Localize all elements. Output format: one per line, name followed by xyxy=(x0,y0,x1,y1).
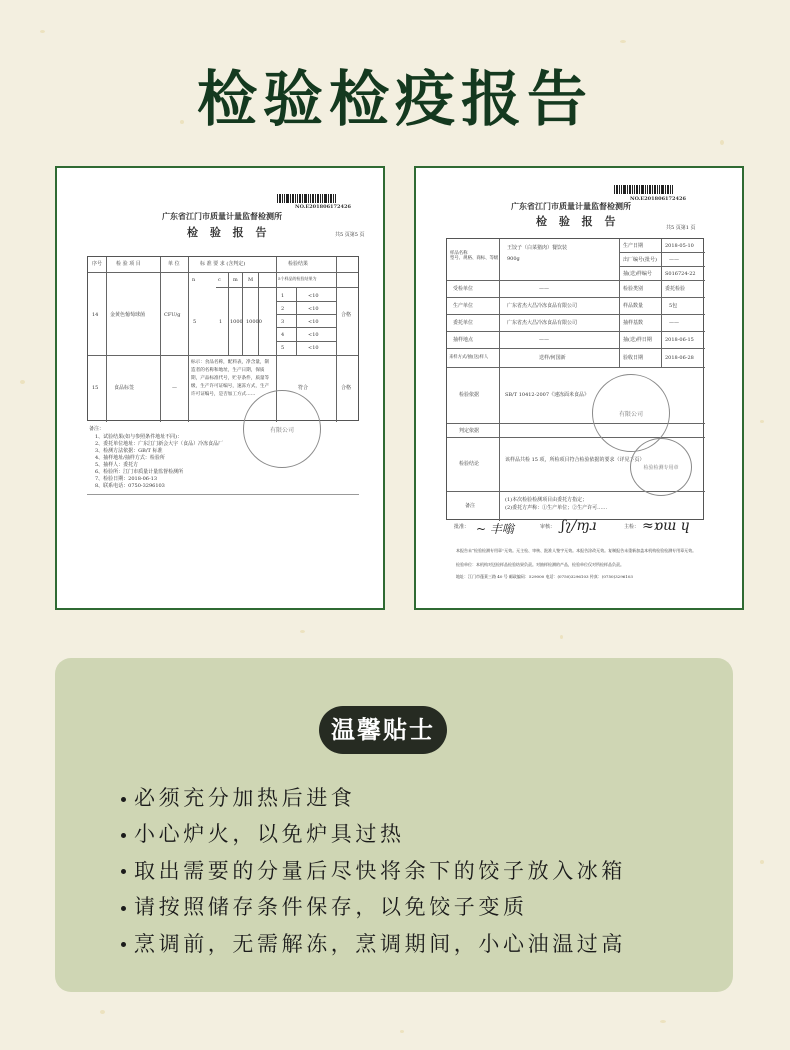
page-number: 共5 页第5 页 xyxy=(335,232,365,238)
tips-badge: 温馨贴士 xyxy=(319,706,447,754)
row-label: 抽(送)样日期 xyxy=(623,337,652,343)
row-value: 2018-06-15 xyxy=(665,337,694,343)
row1-unit: CFU/g xyxy=(164,312,181,318)
row1-item: 金黄色葡萄球菌 xyxy=(110,312,146,318)
value-sample-name: 王饺子（白菜猪肉）餐饮装 900g xyxy=(507,245,568,262)
tip-text: 必须充分加热后进食 xyxy=(134,786,356,810)
bullet-icon xyxy=(121,797,126,802)
value-batch: —— xyxy=(669,257,679,263)
basis-label: 检验依据 xyxy=(459,392,480,398)
value-sample-no: S016724-22 xyxy=(665,271,696,277)
col-unit: 单 位 xyxy=(168,261,180,267)
col-item: 检 验 项 目 xyxy=(116,261,141,267)
row-value: 2018-06-28 xyxy=(665,355,694,361)
approver-signature: ~ 丰嗡 xyxy=(476,522,514,536)
report-title: 检 验 报 告 xyxy=(187,226,271,239)
col-result: 检验结果 xyxy=(288,261,309,267)
bullet-icon xyxy=(121,869,126,874)
row2-standard: 标示：食品名称，配料表，净含量，制造者的名称和地址，生产日期，保质期，产品标准代号，贮存条件，质量等级，生产许可证编号，速冻方式，生产许可证编号，是否加工方式…… xyxy=(191,360,270,397)
reviewer-label: 审核： xyxy=(540,524,556,530)
col-standard: 标 准 要 求 (含判定) xyxy=(200,261,246,267)
bullet-icon xyxy=(121,942,126,947)
seal-text: 有限公司 xyxy=(269,426,294,434)
row-value: —— xyxy=(669,320,679,326)
row-value: 送样/何国新 xyxy=(539,355,566,361)
conclusion-label: 检验结论 xyxy=(459,461,480,467)
label-sample-no: 抽(送)样编号 xyxy=(623,271,652,277)
conclusion-value: 该样品共检 15 项，所检项目符合检验依据的要求（详见下页） xyxy=(505,457,645,463)
tip-text: 小心炉火，以免炉具过热 xyxy=(134,822,405,847)
reviewer-signature: ʃʅ/ɱɹ xyxy=(561,518,597,534)
bullet-icon xyxy=(121,906,126,911)
row-value: 广东省杰大昌冷冻食品有限公司 xyxy=(507,320,578,326)
row-label: 抽样地点 xyxy=(453,337,474,343)
sub-m: m xyxy=(233,277,238,283)
tip-item xyxy=(121,780,626,816)
row2-result: 符合 xyxy=(298,385,309,391)
inspector-label: 主检： xyxy=(624,524,640,530)
sub-n: n xyxy=(192,277,196,283)
remark: (1)本次检验检测项目由委托方指定； xyxy=(505,497,588,503)
footer-note: 本报告未“检验检测专用章”无效。无主检、审核、批准人签字无效。本报告涂改无效。复制报告未重新加盖本机构检验检测专用章无效。 xyxy=(456,548,697,553)
page-title: 检验检疫报告 xyxy=(197,65,593,135)
tip-text: 取出需要的分量后尽快将余下的饺子放入冰箱 xyxy=(134,858,626,883)
label-production-date: 生产日期 xyxy=(623,243,644,249)
inspection-report-page-1 xyxy=(414,166,744,610)
sub-c: c xyxy=(218,277,221,283)
row1-n: 5 xyxy=(193,319,197,325)
results-table: 序号 检 验 项 目 单 位 标 准 要 求 (含判定) 检验结果 n c m M 5个样品的检验结果为 14 金黄色葡萄球菌 CFU/g 5 1 1000 10000 1 2 3 4 5 <10 <10 <10 <10 <10 合格 15 食品标签 — 标示：食品名称，配料表，净含量，制造者的名称和地址，生产日期，保质期，产品标准代号，贮存条件，质量等级，生产许可证编号，速冻方式，生产许可证编号，是否加工方式…… 符合 合格 xyxy=(87,256,359,421)
row2-item: 食品标签 xyxy=(114,385,135,391)
judgement-label: 判定依据 xyxy=(459,428,480,434)
approver-label: 批准： xyxy=(454,524,470,530)
row-label: 生产单位 xyxy=(453,303,474,309)
inspection-report-page-5 xyxy=(55,166,385,610)
report-number: NO.E201806172426 xyxy=(295,204,351,210)
result-5: <10 xyxy=(308,345,319,351)
row-value: 委托检验 xyxy=(665,286,686,292)
col-no: 序号 xyxy=(92,261,103,267)
row-label: 检验类别 xyxy=(623,286,644,292)
sub-M: M xyxy=(248,277,254,283)
institution-name: 广东省江门市质量计量监督检测所 xyxy=(511,201,631,211)
row1-c: 1 xyxy=(219,319,223,325)
row-value: 广东省杰大昌冷冻食品有限公司 xyxy=(507,303,578,309)
inspection-seal xyxy=(630,438,692,496)
row2-unit: — xyxy=(172,385,177,391)
notes-title: 备注： xyxy=(89,426,105,432)
row-value: 5包 xyxy=(669,303,678,309)
basis-value: SB/T 10412-2007《速冻面米食品》 xyxy=(505,392,590,398)
note: 3、检测方法依据：GB/T 标准 xyxy=(95,448,163,454)
page-number: 共5 页第1 页 xyxy=(666,225,696,231)
tip-item xyxy=(121,853,626,889)
note: 7、检验日期：2018-06-13 xyxy=(95,476,158,482)
row2-no: 15 xyxy=(92,385,99,391)
row-label: 样品数量 xyxy=(623,303,644,309)
seal-text: 检验检测专用章 xyxy=(643,464,679,471)
result-2: <10 xyxy=(308,306,319,312)
seal-text: 有限公司 xyxy=(618,410,643,418)
row-label: 受检单位 xyxy=(453,286,474,292)
footer-address: 地址：江门市蓬莱三路 40 号 邮政编码：529000 电话：(0750)3296103 传真：(0750)3296103 xyxy=(456,574,633,579)
barcode xyxy=(614,185,674,194)
result-3: <10 xyxy=(308,319,319,325)
footer-note: 检验单位：本机构对送检样品检验结果负责。对抽样检测的产品，检验单位仅对所检样品负责。 xyxy=(456,562,624,567)
row1-no: 14 xyxy=(92,312,99,318)
row2-verdict: 合格 xyxy=(341,385,352,391)
tip-item xyxy=(121,889,626,925)
barcode xyxy=(277,194,337,203)
note: 2、委托单位地址：广东江门新会大宇（食品）冷冻食品厂 xyxy=(95,441,224,447)
label-sample-name: 样品名称 型号、规格、商标、等级 xyxy=(450,251,499,262)
tips-list xyxy=(121,780,626,962)
note: 8、联系电话：0750-3296103 xyxy=(95,483,165,489)
report-title: 检 验 报 告 xyxy=(536,215,620,228)
tip-text: 烹调前，无需解冻，烹调期间，小心油温过高 xyxy=(134,931,626,956)
remark: (2)委托方声称：①生产单位；②生产许可…… xyxy=(505,505,608,511)
row-label: 来样方式/抽(送)样人 xyxy=(449,355,489,360)
note: 5、抽样人：委托方 xyxy=(95,462,139,468)
row-label: 抽样基数 xyxy=(623,320,644,326)
bullet-icon xyxy=(121,833,126,838)
tip-item xyxy=(121,816,626,852)
row-label: 验收日期 xyxy=(623,355,644,361)
note: 4、抽样地址/抽样方式：检验所 xyxy=(95,455,165,461)
tips-panel xyxy=(55,658,733,992)
row-label: 委托单位 xyxy=(453,320,474,326)
institution-name: 广东省江门市质量计量监督检测所 xyxy=(162,211,282,221)
result-1: <10 xyxy=(308,293,319,299)
row1-m: 1000 xyxy=(230,319,243,325)
label-batch: 出厂编号(批号) xyxy=(623,257,657,263)
value-production-date: 2018-05-10 xyxy=(665,243,694,249)
sub-samples: 5个样品的检验结果为 xyxy=(278,276,317,281)
note: 1、试验结果(如与参照条件地址不同)： xyxy=(95,434,183,440)
tip-item xyxy=(121,926,626,962)
row-value: —— xyxy=(539,286,549,292)
note: 6、检验所：江门市质量计量监督检测所 xyxy=(95,469,184,475)
remark-label: 备注 xyxy=(465,503,476,509)
official-seal xyxy=(243,390,321,468)
row1-verdict: 合格 xyxy=(341,312,352,318)
tip-text: 请按照储存条件保存，以免饺子变质 xyxy=(134,895,528,920)
result-4: <10 xyxy=(308,332,319,338)
row-value: —— xyxy=(539,337,549,343)
report-number: NO.E201806172426 xyxy=(630,196,686,202)
inspector-signature: ≈ɒɯ ɥ xyxy=(642,518,690,534)
row1-M: 10000 xyxy=(246,319,262,325)
